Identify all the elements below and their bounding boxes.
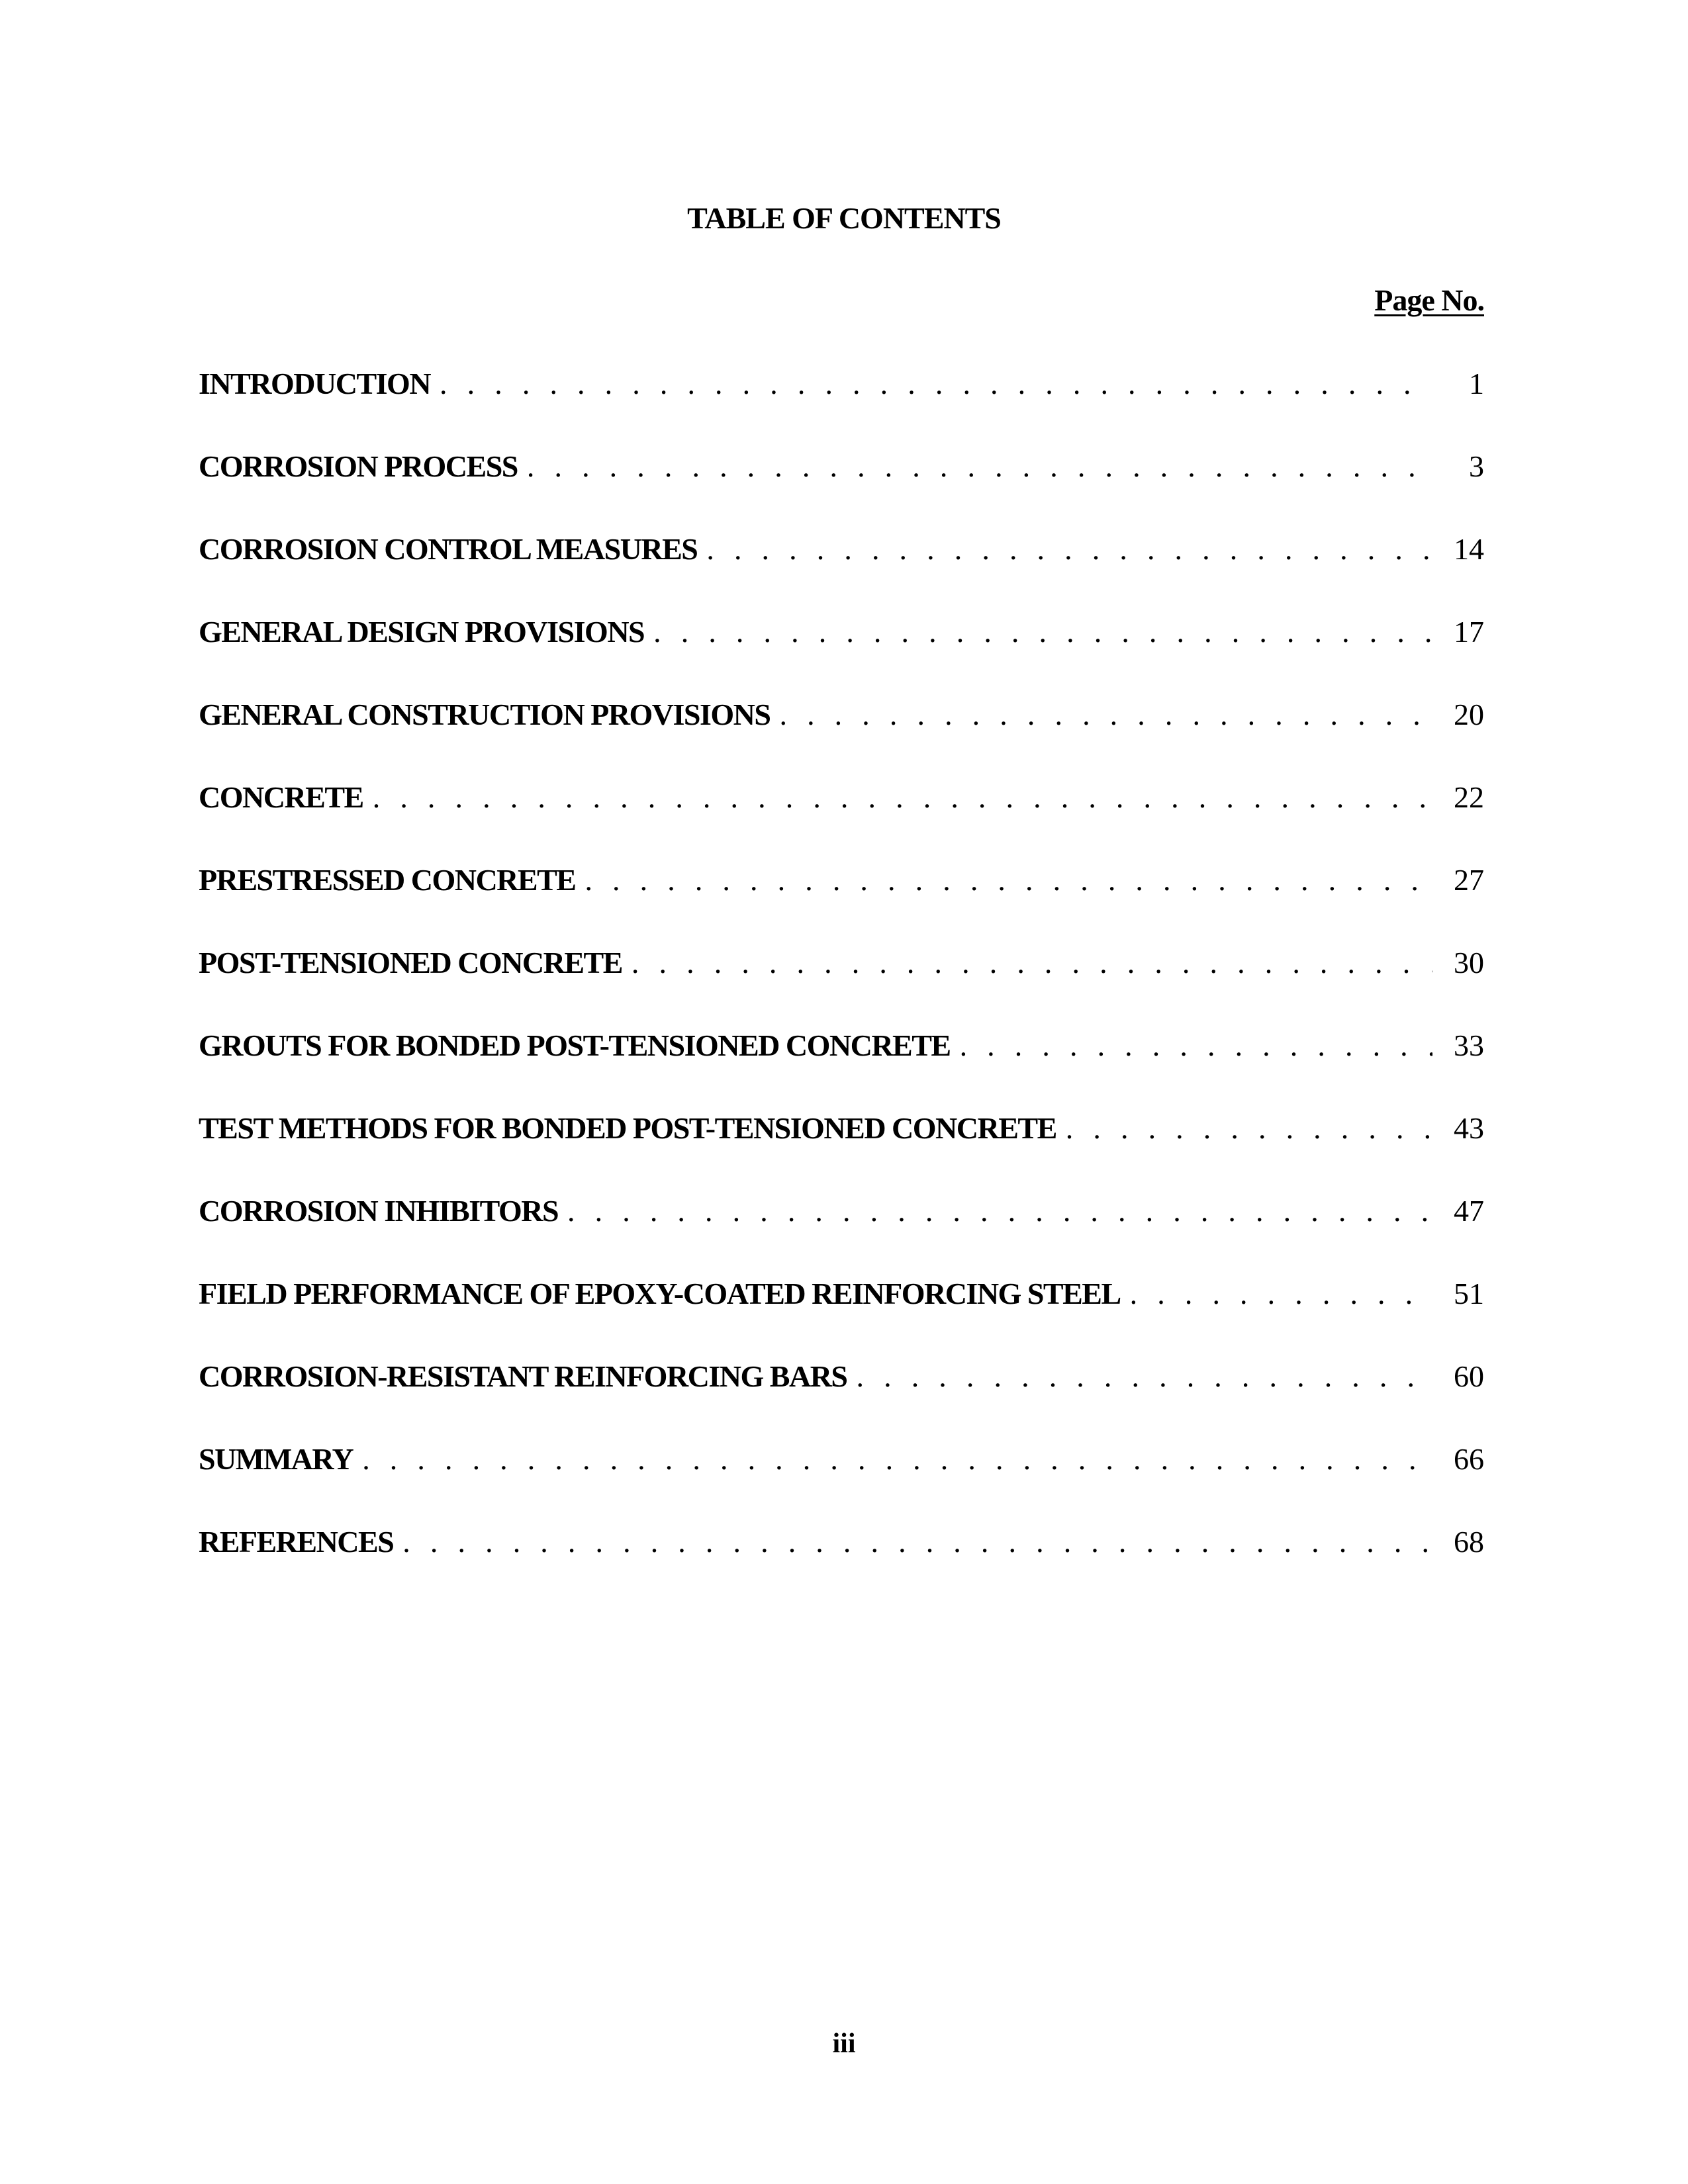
dot-leader xyxy=(960,1026,1432,1066)
toc-entry-field-performance[interactable] xyxy=(199,1274,1484,1357)
toc-entry-label: GENERAL DESIGN PROVISIONS xyxy=(199,615,645,649)
toc-entry-general-construction-provisions[interactable] xyxy=(199,695,1484,778)
toc-entry-concrete[interactable] xyxy=(199,778,1484,860)
toc-entry-label: CORROSION-RESISTANT REINFORCING BARS xyxy=(199,1359,847,1393)
page-title: TABLE OF CONTENTS xyxy=(687,201,1001,235)
toc-entry-page: 14 xyxy=(1454,532,1484,566)
toc-entry-test-methods[interactable] xyxy=(199,1109,1484,1191)
toc-entry-page: 68 xyxy=(1454,1525,1484,1559)
toc-entry-label: CORROSION PROCESS xyxy=(199,449,518,483)
toc-entry-label: SUMMARY xyxy=(199,1442,353,1476)
toc-entry-page: 43 xyxy=(1454,1111,1484,1145)
dot-leader xyxy=(1066,1109,1432,1148)
toc-entry-label: CONCRETE xyxy=(199,780,363,814)
toc-entry-page: 60 xyxy=(1454,1359,1484,1393)
dot-leader xyxy=(527,447,1432,486)
toc-entry-page: 1 xyxy=(1469,367,1484,400)
dot-leader xyxy=(362,1439,1432,1479)
dot-leader xyxy=(567,1191,1432,1231)
toc-entry-page: 33 xyxy=(1454,1028,1484,1062)
toc-entry-general-design-provisions[interactable] xyxy=(199,612,1484,695)
toc-entry-grouts[interactable] xyxy=(199,1026,1484,1109)
toc-entry-summary[interactable] xyxy=(199,1439,1484,1522)
toc-entry-page: 27 xyxy=(1454,863,1484,897)
toc-entry-references[interactable] xyxy=(199,1522,1484,1605)
toc-entry-corrosion-process[interactable] xyxy=(199,447,1484,529)
page-folio: iii xyxy=(832,2028,856,2059)
dot-leader xyxy=(632,943,1432,983)
toc-entry-label: POST-TENSIONED CONCRETE xyxy=(199,946,622,979)
toc-entry-post-tensioned-concrete[interactable] xyxy=(199,943,1484,1026)
dot-leader xyxy=(585,860,1432,900)
toc-entry-page: 3 xyxy=(1469,449,1484,483)
toc-entry-corrosion-inhibitors[interactable] xyxy=(199,1191,1484,1274)
dot-leader xyxy=(779,695,1432,735)
toc-entry-page: 51 xyxy=(1454,1277,1484,1310)
toc-entry-label: PRESTRESSED CONCRETE xyxy=(199,863,576,897)
toc-entry-label: FIELD PERFORMANCE OF EPOXY-COATED REINFORCING STEEL xyxy=(199,1277,1121,1310)
toc-entry-introduction[interactable] xyxy=(199,364,1484,447)
page-number-column-header: Page No. xyxy=(1374,283,1484,317)
toc-entry-label: TEST METHODS FOR BONDED POST-TENSIONED CONCRETE xyxy=(199,1111,1056,1145)
dot-leader xyxy=(706,529,1432,569)
toc-entry-page: 66 xyxy=(1454,1442,1484,1476)
toc-entry-label: GENERAL CONSTRUCTION PROVISIONS xyxy=(199,698,771,731)
toc-entry-label: CORROSION CONTROL MEASURES xyxy=(199,532,698,566)
toc-entry-page: 17 xyxy=(1454,615,1484,649)
toc-list xyxy=(199,364,1484,1605)
dot-leader xyxy=(402,1522,1432,1562)
toc-entry-page: 47 xyxy=(1454,1194,1484,1228)
toc-entry-label: GROUTS FOR BONDED POST-TENSIONED CONCRETE xyxy=(199,1028,951,1062)
toc-entry-page: 20 xyxy=(1454,698,1484,731)
dot-leader xyxy=(440,364,1432,404)
toc-entry-label: INTRODUCTION xyxy=(199,367,431,400)
dot-leader xyxy=(857,1357,1433,1396)
toc-entry-page: 22 xyxy=(1454,780,1484,814)
toc-entry-corrosion-resistant-bars[interactable] xyxy=(199,1357,1484,1439)
dot-leader xyxy=(653,612,1432,652)
toc-entry-label: CORROSION INHIBITORS xyxy=(199,1194,559,1228)
toc-entry-label: REFERENCES xyxy=(199,1525,394,1559)
dot-leader xyxy=(1130,1274,1432,1314)
toc-entry-corrosion-control-measures[interactable] xyxy=(199,529,1484,612)
toc-entry-prestressed-concrete[interactable] xyxy=(199,860,1484,943)
toc-entry-page: 30 xyxy=(1454,946,1484,979)
dot-leader xyxy=(373,778,1432,817)
